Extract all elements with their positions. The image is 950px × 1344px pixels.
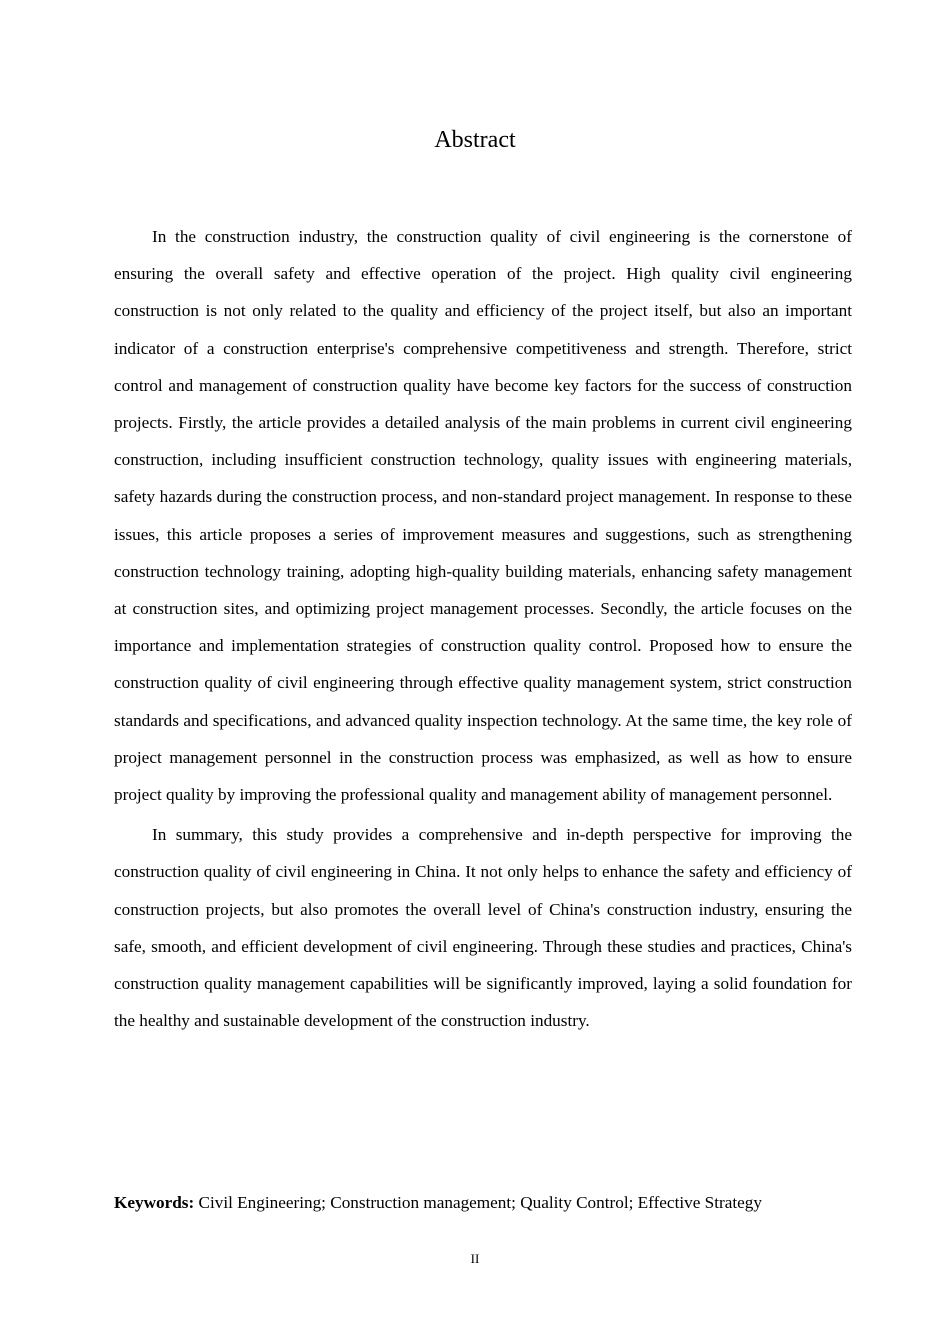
keywords-line (114, 1188, 874, 1218)
keywords-list: Civil Engineering; Construction management; Quality Control; Effective Strategy (194, 1193, 762, 1212)
abstract-body (114, 218, 852, 1039)
page-title: Abstract (434, 127, 516, 153)
page-number: II (470, 1251, 480, 1266)
abstract-paragraph-2: In summary, this study provides a comprehensive and in-depth perspective for improving the construction quality of civil engineering in China. It not only helps to enhance the safety and efficiency of construction projects, but also promotes the overall level of China's construction industry, ensuring the safe, smooth, and efficient development of civil engineering. Through these studies and practices, China's construction quality management capabilities will be significantly improved, laying a solid foundation for the healthy and sustainable development of the construction industry. (114, 825, 852, 1031)
abstract-paragraph-1: In the construction industry, the construction quality of civil engineering is the cornerstone of ensuring the overall safety and effective operation of the project. High quality civil engineering construction is not only related to the quality and efficiency of the project itself, but also an important indicator of a construction enterprise's comprehensive competitiveness and strength. Therefore, strict control and management of construction quality have become key factors for the success of construction projects. Firstly, the article provides a detailed analysis of the main problems in current civil engineering construction, including insufficient construction technology, quality issues with engineering materials, safety hazards during the construction process, and non-standard project management. In response to these issues, this article proposes a series of improvement measures and suggestions, such as strengthening construction technology training, adopting high-quality building materials, enhancing safety management at construction sites, and optimizing project management processes. Secondly, the article focuses on the importance and implementation strategies of construction quality control. Proposed how to ensure the construction quality of civil engineering through effective quality management system, strict construction standards and specifications, and advanced quality inspection technology. At the same time, the key role of project management personnel in the construction process was emphasized, as well as how to ensure project quality by improving the professional quality and management ability of management personnel. (114, 227, 852, 805)
keywords-label: Keywords: (114, 1193, 195, 1212)
